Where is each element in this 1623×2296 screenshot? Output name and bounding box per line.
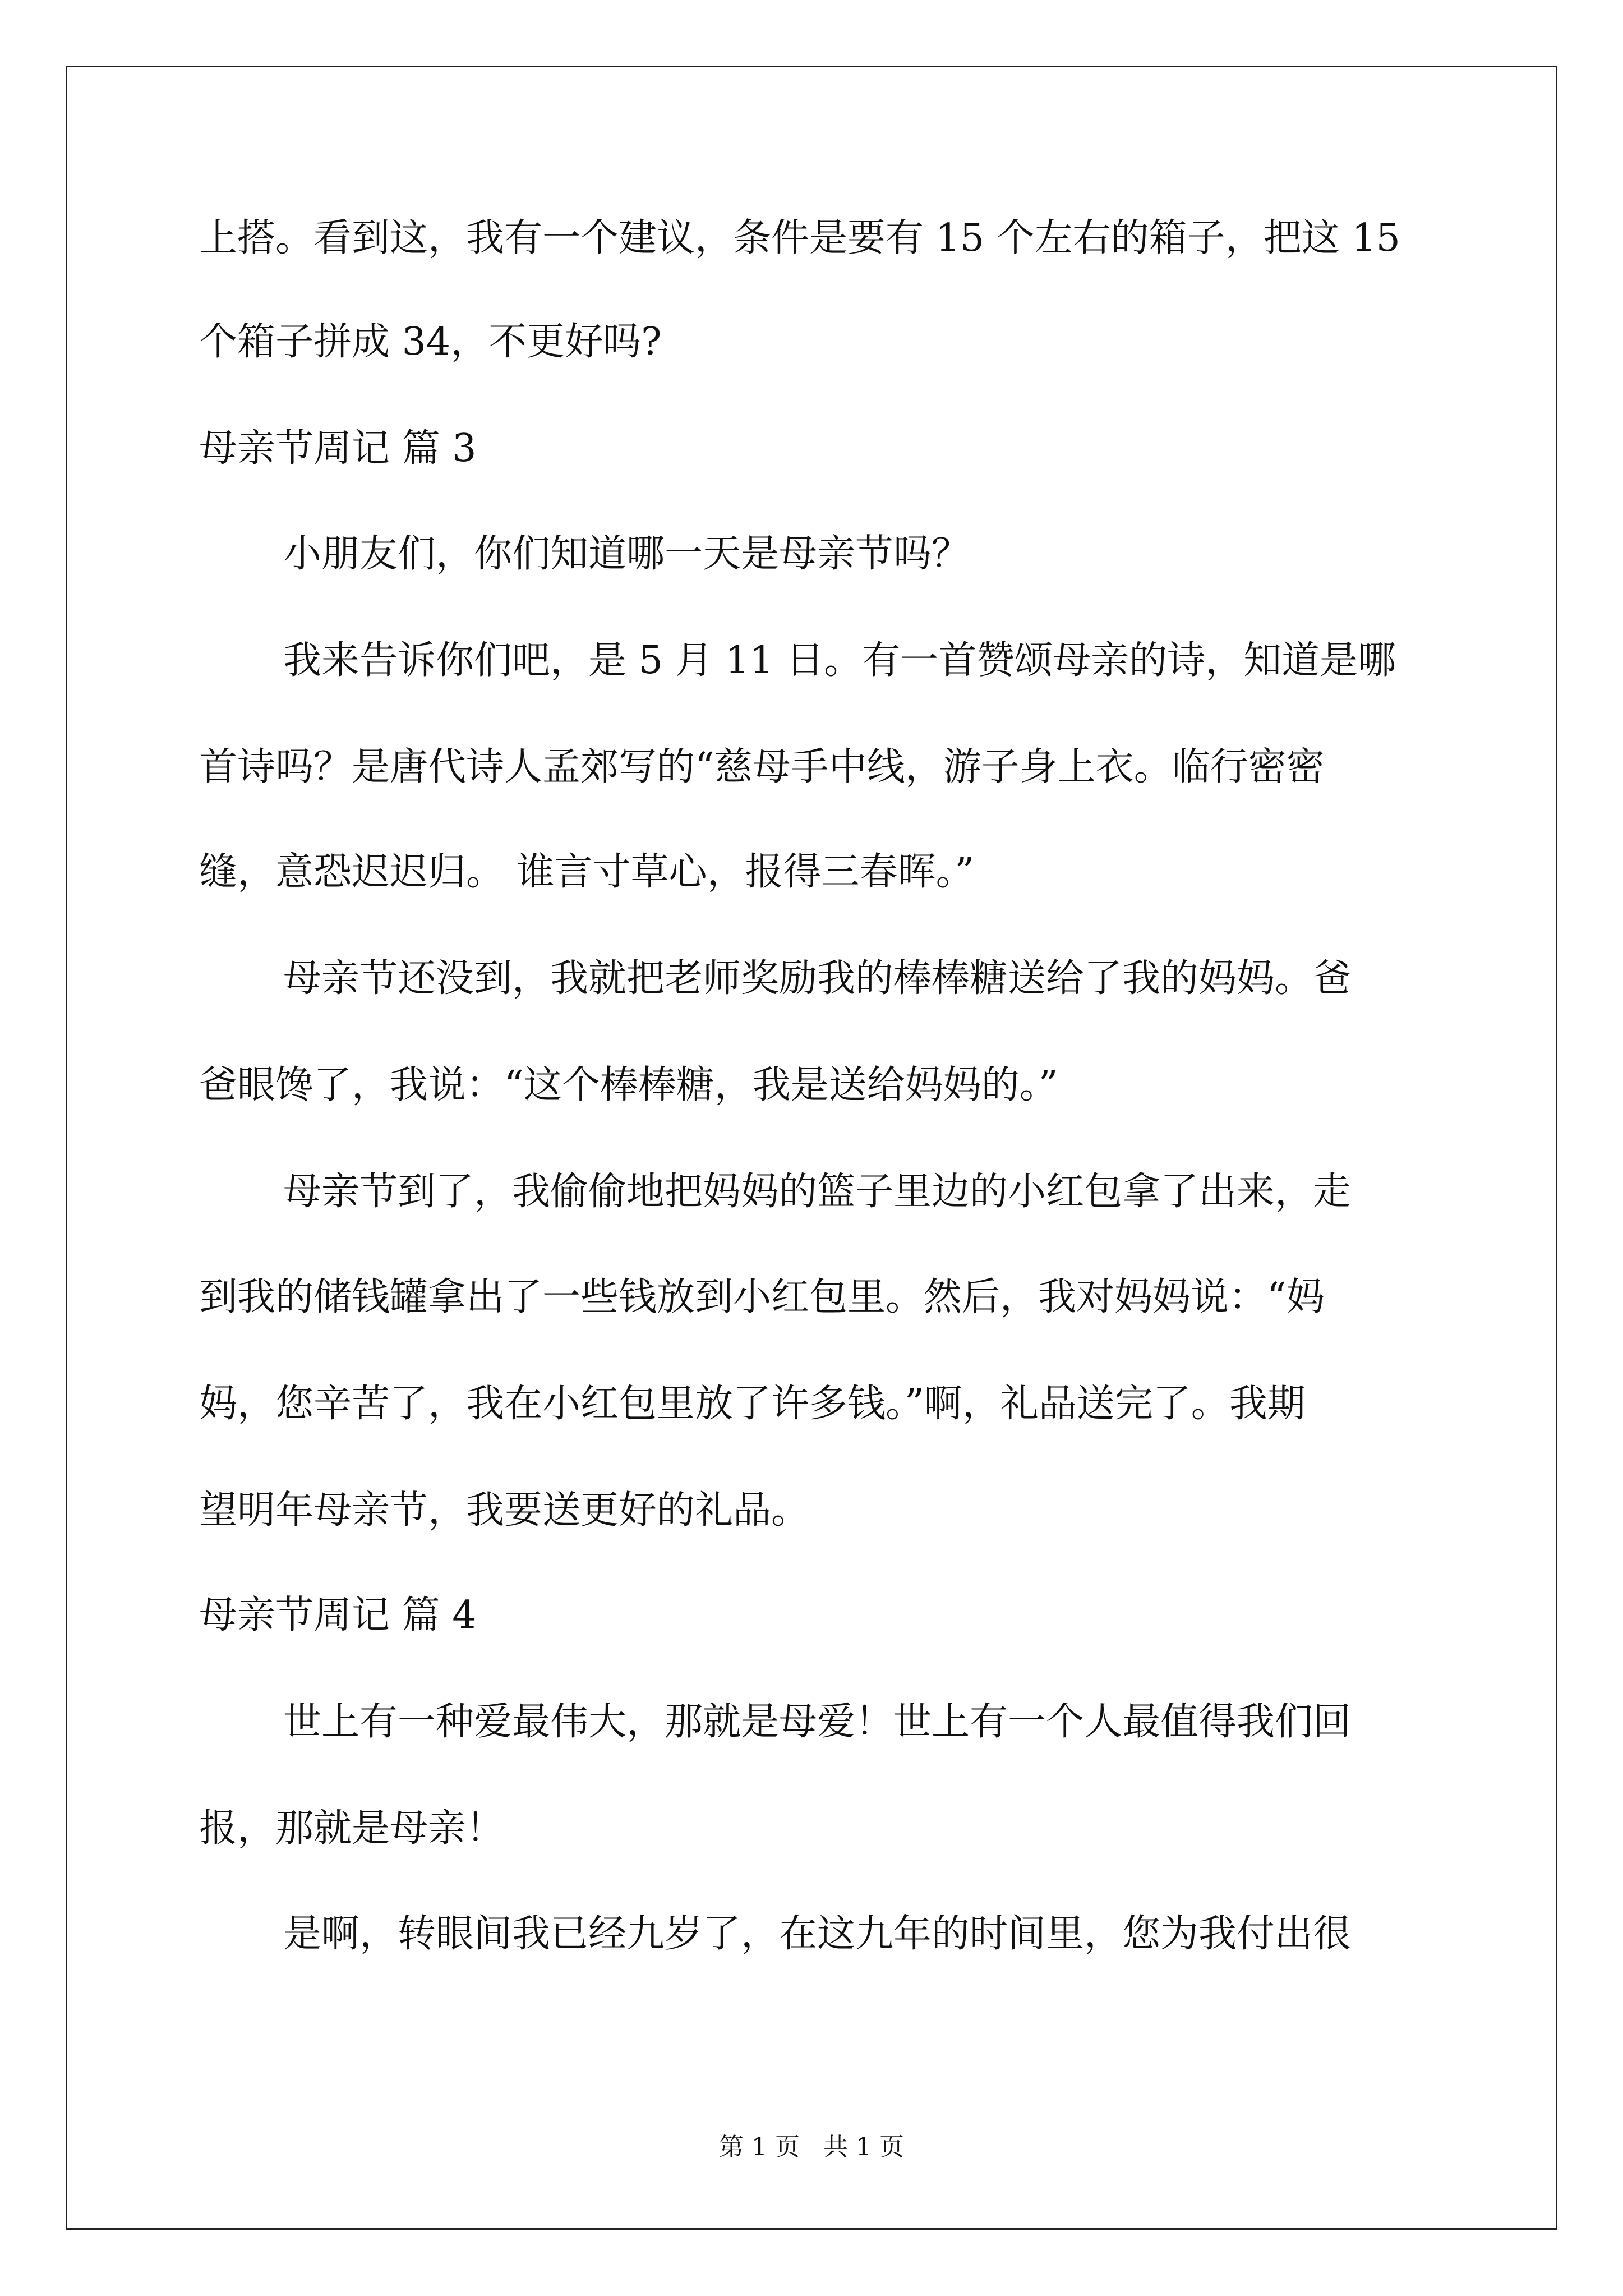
text-line-4: 我来告诉你们吧，是 5 月 11 日。有一首赞颂母亲的诗，知道是哪 (283, 638, 1396, 683)
text-line-9: 母亲节到了，我偷偷地把妈妈的篮子里边的小红包拿了出来，走 (283, 1170, 1352, 1214)
text-line-12: 望明年母亲节，我要送更好的礼品。 (199, 1488, 810, 1533)
text-line-3: 小朋友们，你们知道哪一天是母亲节吗？ (283, 532, 970, 576)
section-heading-3: 母亲节周记 篇 3 (199, 426, 477, 471)
text-line-11: 妈，您辛苦了，我在小红包里放了许多钱。”啊，礼品送完了。我期 (199, 1382, 1306, 1426)
text-line-8: 爸眼馋了，我说：“这个棒棒糖，我是送给妈妈的。” (199, 1063, 1058, 1107)
page-footer: 第 1 页 共 1 页 (719, 2133, 904, 2161)
section-heading-4: 母亲节周记 篇 4 (199, 1593, 477, 1637)
text-line-14: 报，那就是母亲！ (199, 1806, 505, 1851)
text-line-1: 上搭。看到这，我有一个建议，条件是要有 15 个左右的箱子，把这 15 (199, 216, 1400, 260)
text-line-7: 母亲节还没到，我就把老师奖励我的棒棒糖送给了我的妈妈。爸 (283, 956, 1352, 1001)
text-line-13: 世上有一种爱最伟大，那就是母爱！世上有一个人最值得我们回 (283, 1700, 1352, 1744)
page-border (66, 66, 1557, 2230)
text-line-6: 缝，意恐迟迟归。 谁言寸草心，报得三春晖。” (199, 850, 975, 894)
text-line-15: 是啊，转眼间我已经九岁了，在这九年的时间里，您为我付出很 (283, 1912, 1352, 1956)
text-line-10: 到我的储钱罐拿出了一些钱放到小红包里。然后，我对妈妈说：“妈 (199, 1275, 1325, 1319)
text-line-5: 首诗吗？是唐代诗人孟郊写的“慈母手中线，游子身上衣。临行密密 (199, 745, 1325, 789)
text-line-2: 个箱子拼成 34，不更好吗? (199, 320, 662, 364)
